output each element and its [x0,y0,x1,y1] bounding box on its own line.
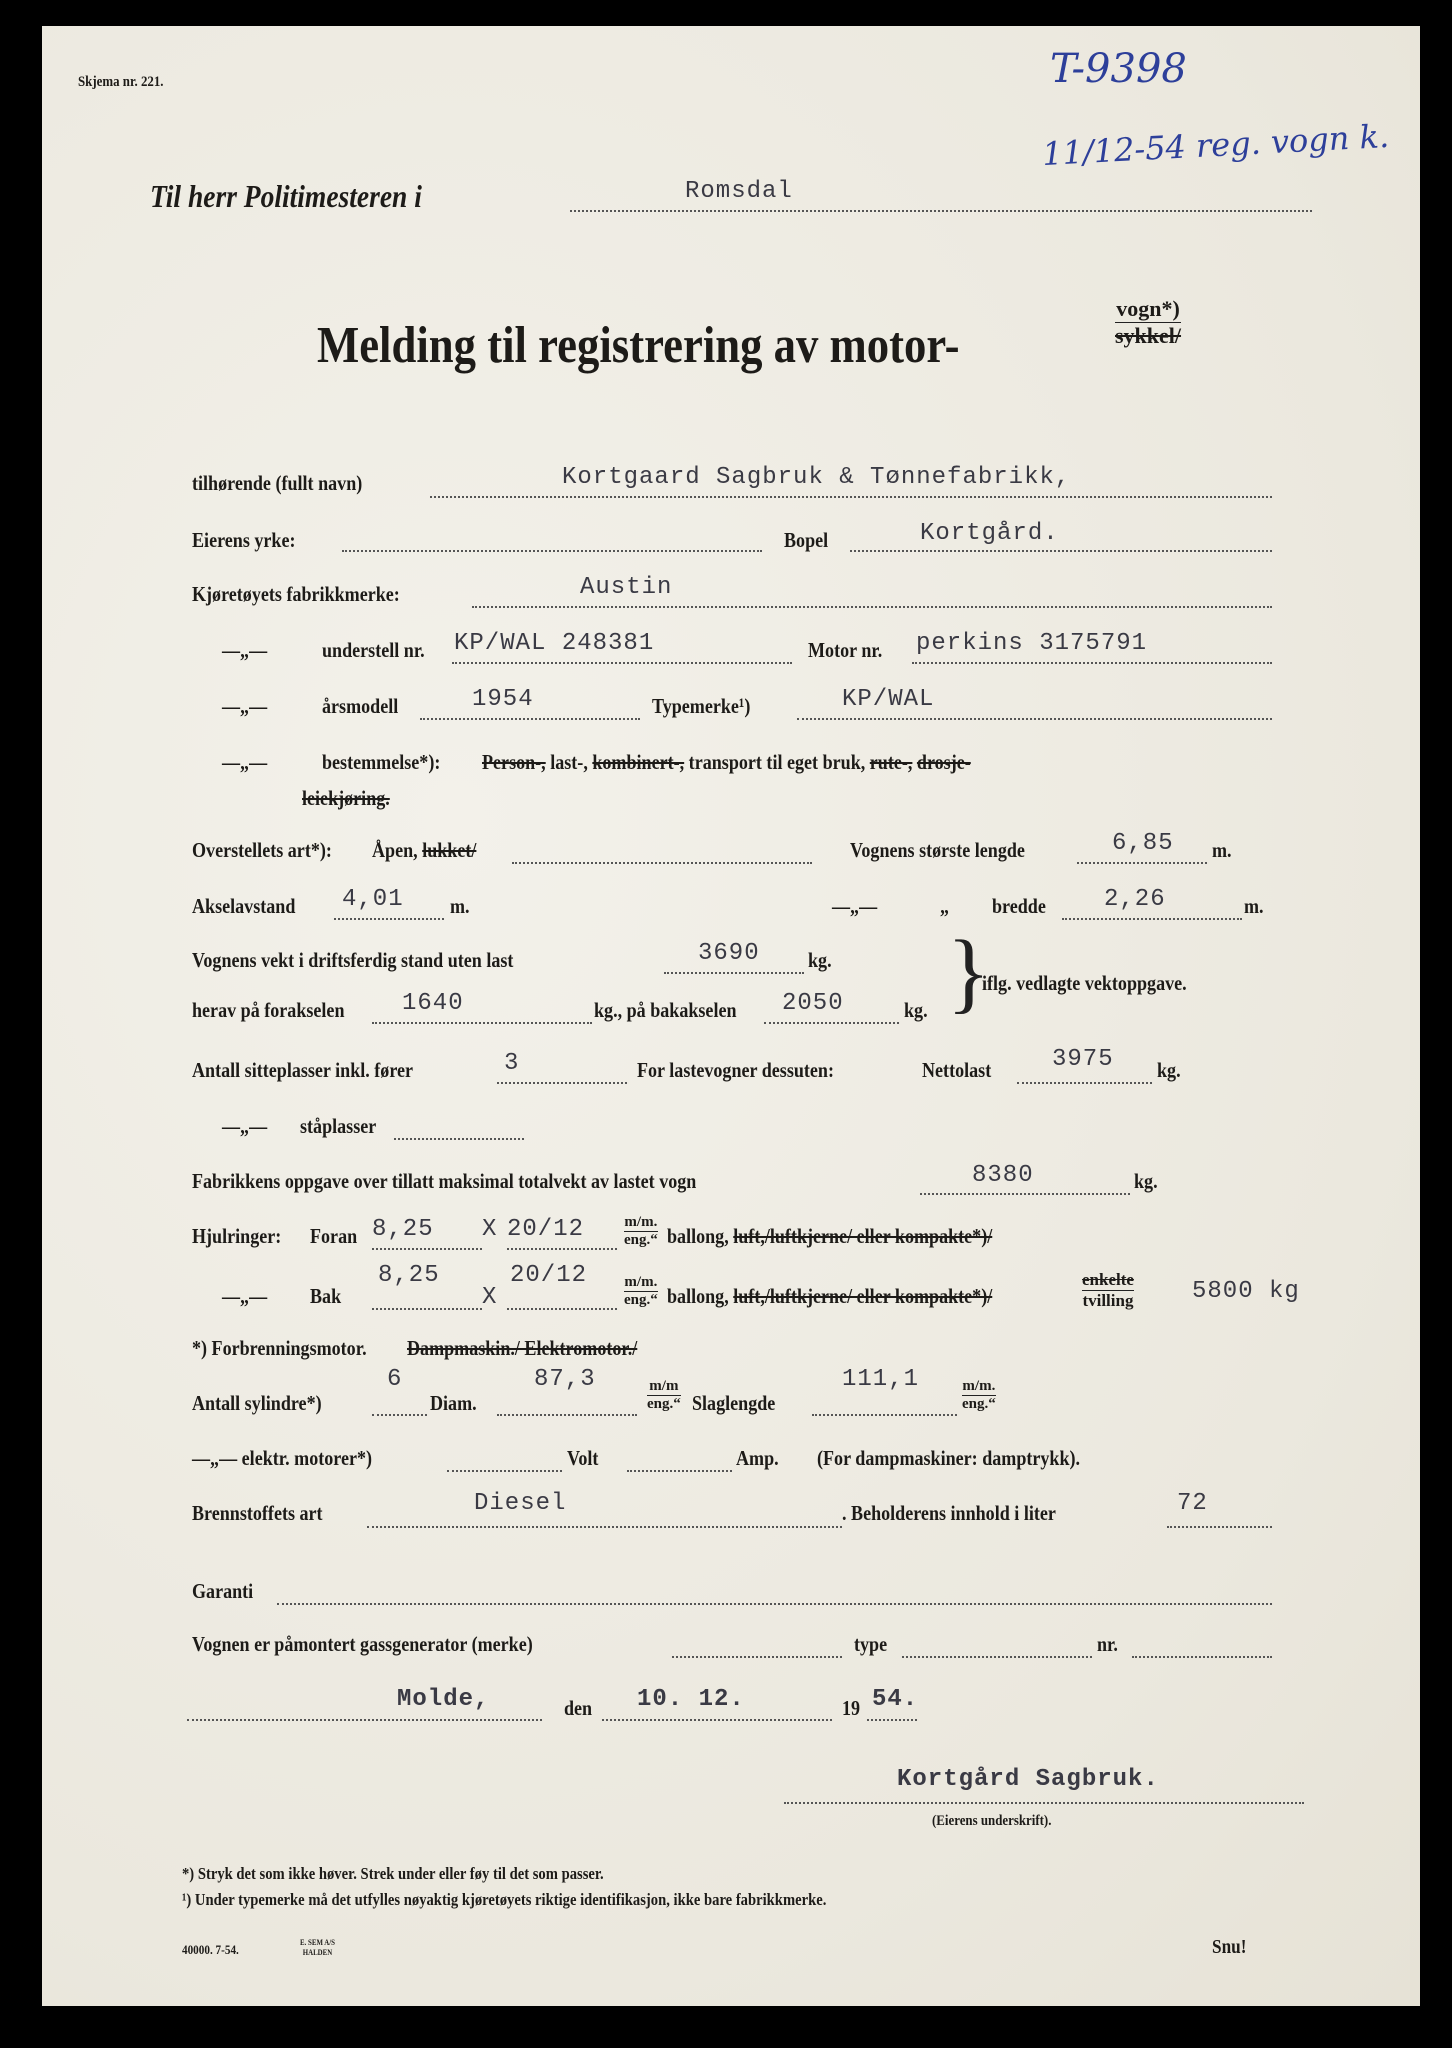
turn-over-note: Snu! [1212,1936,1247,1958]
payload-value: 3975 [1052,1046,1114,1073]
amp-label: Amp. [736,1446,779,1470]
tyre-balloon: ballong, [667,1224,729,1248]
footnote-2: ¹) Under typemerke må det utfylles nøyaktig kjøretøyets riktige identifikasjon, ikke bare fabrikkmerke. [182,1890,827,1909]
signature-label: (Eierens underskrift). [932,1813,1052,1829]
tank-label: . Beholderens innhold i liter [842,1501,1056,1525]
steam-label: (For dampmaskiner: damptrykk). [817,1446,1081,1470]
year-label: årsmodell [322,694,399,718]
purpose-rute: rute-, [869,750,913,774]
ditto: —„— [192,1446,238,1470]
type-label: Typemerke¹) [652,694,751,718]
rear-load: 5800 kg [1192,1278,1300,1305]
sign-place: Molde, [397,1686,490,1713]
title-fraction: vogn*) sykkel/ [1115,296,1182,348]
owner-value: Kortgaard Sagbruk & Tønnefabrikk, [562,464,1071,491]
chassis-label: understell nr. [322,638,425,662]
max-weight-label: Fabrikkens oppgave over tillatt maksimal totalvekt av lastet vogn [192,1169,697,1193]
gas-number-label: nr. [1097,1632,1118,1656]
front-tyre-rim: 20/12 [507,1216,585,1243]
purpose-last: last-, [550,750,588,774]
gas-type-label: type [854,1632,888,1656]
length-label: Vognens største lengde [850,838,1025,862]
fuel-value: Diesel [474,1490,567,1517]
make-label: Kjøretøyets fabrikkmerke: [192,582,400,606]
footnote-1: *) Stryk det som ikke høver. Strek under eller føy til det som passer. [182,1864,604,1883]
handwritten-note: 11/12-54 reg. vogn k. [1041,116,1390,174]
form-title: Melding til registrering av motor- [317,317,960,374]
rear-tyre-width: 8,25 [378,1262,440,1289]
purpose-drosje: drosje- [916,750,971,774]
diameter-value: 87,3 [534,1366,596,1393]
purpose-leie: leiekjøring. [302,786,390,810]
police-district: Romsdal [685,178,793,205]
seats-label: Antall sitteplasser inkl. fører [192,1058,414,1082]
print-info: 40000. 7-54. [182,1942,239,1957]
max-weight-value: 8380 [972,1162,1034,1189]
cylinders-label: Antall sylindre*) [192,1391,322,1415]
unit-fraction: m/m. eng.“ [624,1274,658,1308]
weight-value: 3690 [698,940,760,967]
chassis-value: KP/WAL 248381 [454,630,655,657]
sign-year: 54. [872,1686,919,1713]
truck-label: For lastevogner dessuten: [637,1058,834,1082]
cylinders-value: 6 [387,1366,403,1393]
brace: } [947,923,991,1022]
rear-tyre-rim: 20/12 [510,1262,588,1289]
motor-value: perkins 3175791 [916,630,1148,657]
weight-label: Vognens vekt i driftsferdig stand uten last [192,948,514,972]
width-value: 2,26 [1104,886,1166,913]
unit-fraction: m/m. eng.“ [962,1378,996,1412]
tyres-label: Hjulringer: [192,1224,282,1248]
fuel-label: Brennstoffets art [192,1501,323,1525]
tyre-struck: luft,/luftkjerne/ eller kompakte*)/ [733,1224,993,1248]
tyre-balloon: ballong, [667,1284,729,1308]
front-tyre-label: Foran [310,1224,358,1248]
year-prefix: 19 [842,1696,861,1720]
rear-tyre-fraction: enkelte tvilling [1082,1270,1134,1310]
ditto: —„— [222,750,268,774]
den-label: den [564,1696,593,1720]
tyre-struck: luft,/luftkjerne/ eller kompakte*)/ [733,1284,993,1308]
times-sign: X [482,1284,498,1311]
motor-label: Motor nr. [808,638,883,662]
unit-fraction: m/m. eng.“ [624,1214,658,1248]
body-closed: lukket/ [422,838,477,862]
volt-label: Volt [567,1446,599,1470]
guarantee-label: Garanti [192,1579,254,1603]
unit: kg. [808,948,832,972]
year-value: 1954 [472,686,534,713]
times-sign: X [482,1216,498,1243]
unit: m. [1212,838,1232,862]
purpose-kombinert: kombinert-, [592,750,685,774]
owner-label: tilhørende (fullt navn) [192,471,363,495]
unit: m. [1244,894,1264,918]
unit: kg. [1157,1058,1181,1082]
rear-axle-label: kg., på bakakselen [594,998,737,1022]
unit-fraction: m/m eng.“ [647,1378,681,1412]
standing-label: ståplasser [300,1114,377,1138]
rear-tyre-label: Bak [310,1284,342,1308]
weight-note: iflg. vedlagte vektoppgave. [982,971,1187,995]
front-tyre-width: 8,25 [372,1216,434,1243]
purpose-transport: transport til eget bruk, [688,750,866,774]
ditto: —„— [222,638,268,662]
front-axle-label: herav på forakselen [192,998,345,1022]
diameter-label: Diam. [430,1391,477,1415]
tank-value: 72 [1177,1490,1208,1517]
printer-city: HALDEN [302,1948,333,1957]
unit: m. [450,894,470,918]
make-value: Austin [580,574,673,601]
residence-value: Kortgård. [920,520,1059,547]
residence-label: Bopel [784,528,829,552]
engine-struck: Dampmaskin./ Elektromotor./ [407,1336,638,1360]
ditto: „ [940,894,950,918]
payload-label: Nettolast [922,1058,992,1082]
form-page [42,26,1420,2006]
type-value: KP/WAL [842,686,935,713]
printer-name: E. SEM A/S [300,1938,335,1947]
ditto: —„— [832,894,878,918]
owner-signature: Kortgård Sagbruk. [897,1766,1159,1793]
ditto: —„— [222,1114,268,1138]
unit: kg. [1134,1169,1158,1193]
body-open: Åpen, [372,838,418,862]
addressee-label: Til herr Politimesteren i [150,178,422,214]
stroke-value: 111,1 [842,1366,920,1393]
sign-date: 10. 12. [637,1686,745,1713]
front-axle-value: 1640 [402,990,464,1017]
ditto: —„— [222,694,268,718]
seats-value: 3 [504,1050,520,1077]
engine-label: *) Forbrenningsmotor. [192,1336,367,1360]
gas-generator-label: Vognen er påmontert gassgenerator (merke) [192,1632,533,1656]
wheelbase-value: 4,01 [342,886,404,913]
ditto: —„— [222,1284,268,1308]
wheelbase-label: Akselavstand [192,894,296,918]
length-value: 6,85 [1112,830,1174,857]
form-number: Skjema nr. 221. [78,74,164,90]
electric-motors-label: elektr. motorer*) [241,1446,373,1470]
handwritten-reference: T-9398 [1050,46,1187,92]
unit: kg. [904,998,928,1022]
occupation-label: Eierens yrke: [192,528,296,552]
rear-axle-value: 2050 [782,990,844,1017]
purpose-label: bestemmelse*): [322,750,441,774]
purpose-person: Person-, [482,750,546,774]
width-label: bredde [992,894,1046,918]
body-label: Overstellets art*): [192,838,332,862]
stroke-label: Slaglengde [692,1391,776,1415]
